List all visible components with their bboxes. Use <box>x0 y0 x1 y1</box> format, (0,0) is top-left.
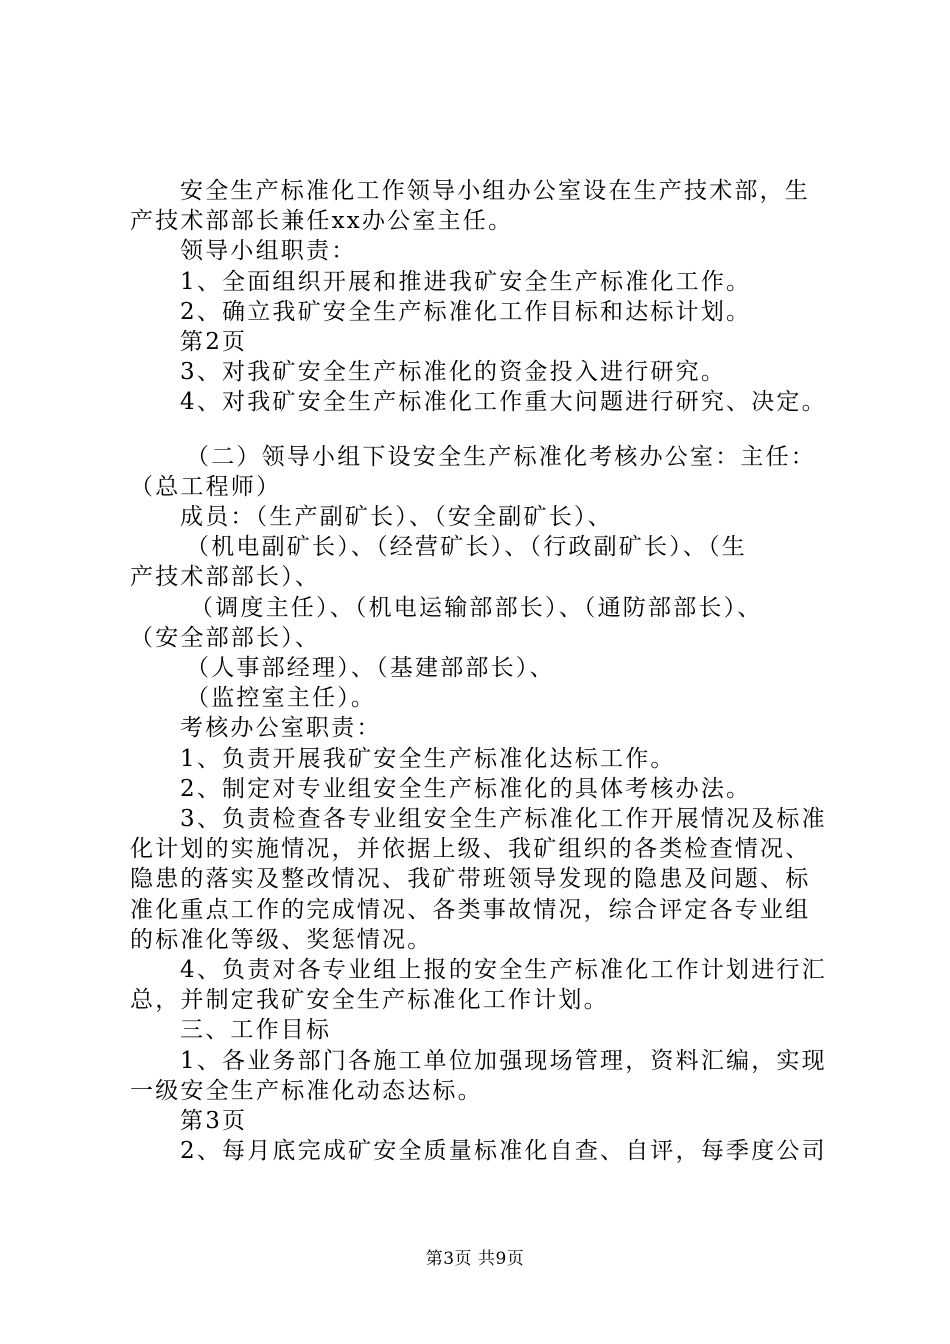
document-body <box>130 176 830 1167</box>
paragraph-line: （总工程师） <box>130 473 282 500</box>
list-item: 3、负责检查各专业组安全生产标准化工作开展情况及标准 <box>180 806 827 833</box>
paragraph-line: 产技术部部长兼任xx办公室主任。 <box>130 208 514 235</box>
paragraph-line: 化计划的实施情况，并依据上级、我矿组织的各类检查情况、 <box>130 836 811 863</box>
paragraph-gap <box>130 418 830 442</box>
paragraph-line: 成员：（生产副矿长）、（安全副矿长）、 <box>180 504 613 531</box>
paragraph-line: 安全生产标准化工作领导小组办公室设在生产技术部，生 <box>180 178 810 204</box>
paragraph-line: 的标准化等级、奖惩情况。 <box>130 926 433 953</box>
page-marker: 第3页 <box>180 1108 248 1135</box>
paragraph-line: （安全部部长）、 <box>130 624 321 651</box>
page-marker: 第2页 <box>180 329 248 356</box>
list-item: 1、各业务部门各施工单位加强现场管理，资料汇编，实现 <box>180 1047 827 1074</box>
paragraph-line: （监控室主任）。 <box>186 685 377 712</box>
list-item: 4、负责对各专业组上报的安全生产标准化工作计划进行汇 <box>180 957 827 984</box>
section-heading: 三、工作目标 <box>180 1017 332 1044</box>
list-item: 1、负责开展我矿安全生产标准化达标工作。 <box>180 745 676 772</box>
paragraph-line: 隐患的落实及整改情况、我矿带班领导发现的隐患及问题、标 <box>130 866 811 893</box>
page-footer: 第3页 共9页 <box>425 1249 525 1269</box>
section-heading: 考核办公室职责： <box>180 715 382 742</box>
list-item: 2、制定对专业组安全生产标准化的具体考核办法。 <box>180 775 752 802</box>
paragraph-line: （调度主任）、（机电运输部部长）、（通防部部长）、 <box>190 594 763 621</box>
list-item: 1、全面组织开展和推进我矿安全生产标准化工作。 <box>180 268 752 295</box>
paragraph-line: 准化重点工作的完成情况、各类事故情况，综合评定各专业组 <box>130 896 811 923</box>
paragraph-line: 一级安全生产标准化动态达标。 <box>130 1077 483 1104</box>
paragraph-line: （人事部经理）、（基建部部长）、 <box>186 655 555 682</box>
paragraph-line: （机电副矿长）、（经营矿长）、（行政副矿长）、（生 <box>186 534 747 561</box>
list-item: 3、对我矿安全生产标准化的资金投入进行研究。 <box>180 359 727 386</box>
section-heading: （二）领导小组下设安全生产标准化考核办公室：主任： <box>186 443 816 470</box>
paragraph-line: 产技术部部长）、 <box>130 564 321 591</box>
section-heading: 领导小组职责： <box>180 238 357 265</box>
list-item: 2、每月底完成矿安全质量标准化自查、自评，每季度公司 <box>180 1138 827 1165</box>
list-item: 4、对我矿安全生产标准化工作重大问题进行研究、决定。 <box>180 389 827 416</box>
paragraph-line: 总，并制定我矿安全生产标准化工作计划。 <box>130 987 609 1014</box>
list-item: 2、确立我矿安全生产标准化工作目标和达标计划。 <box>180 298 752 325</box>
